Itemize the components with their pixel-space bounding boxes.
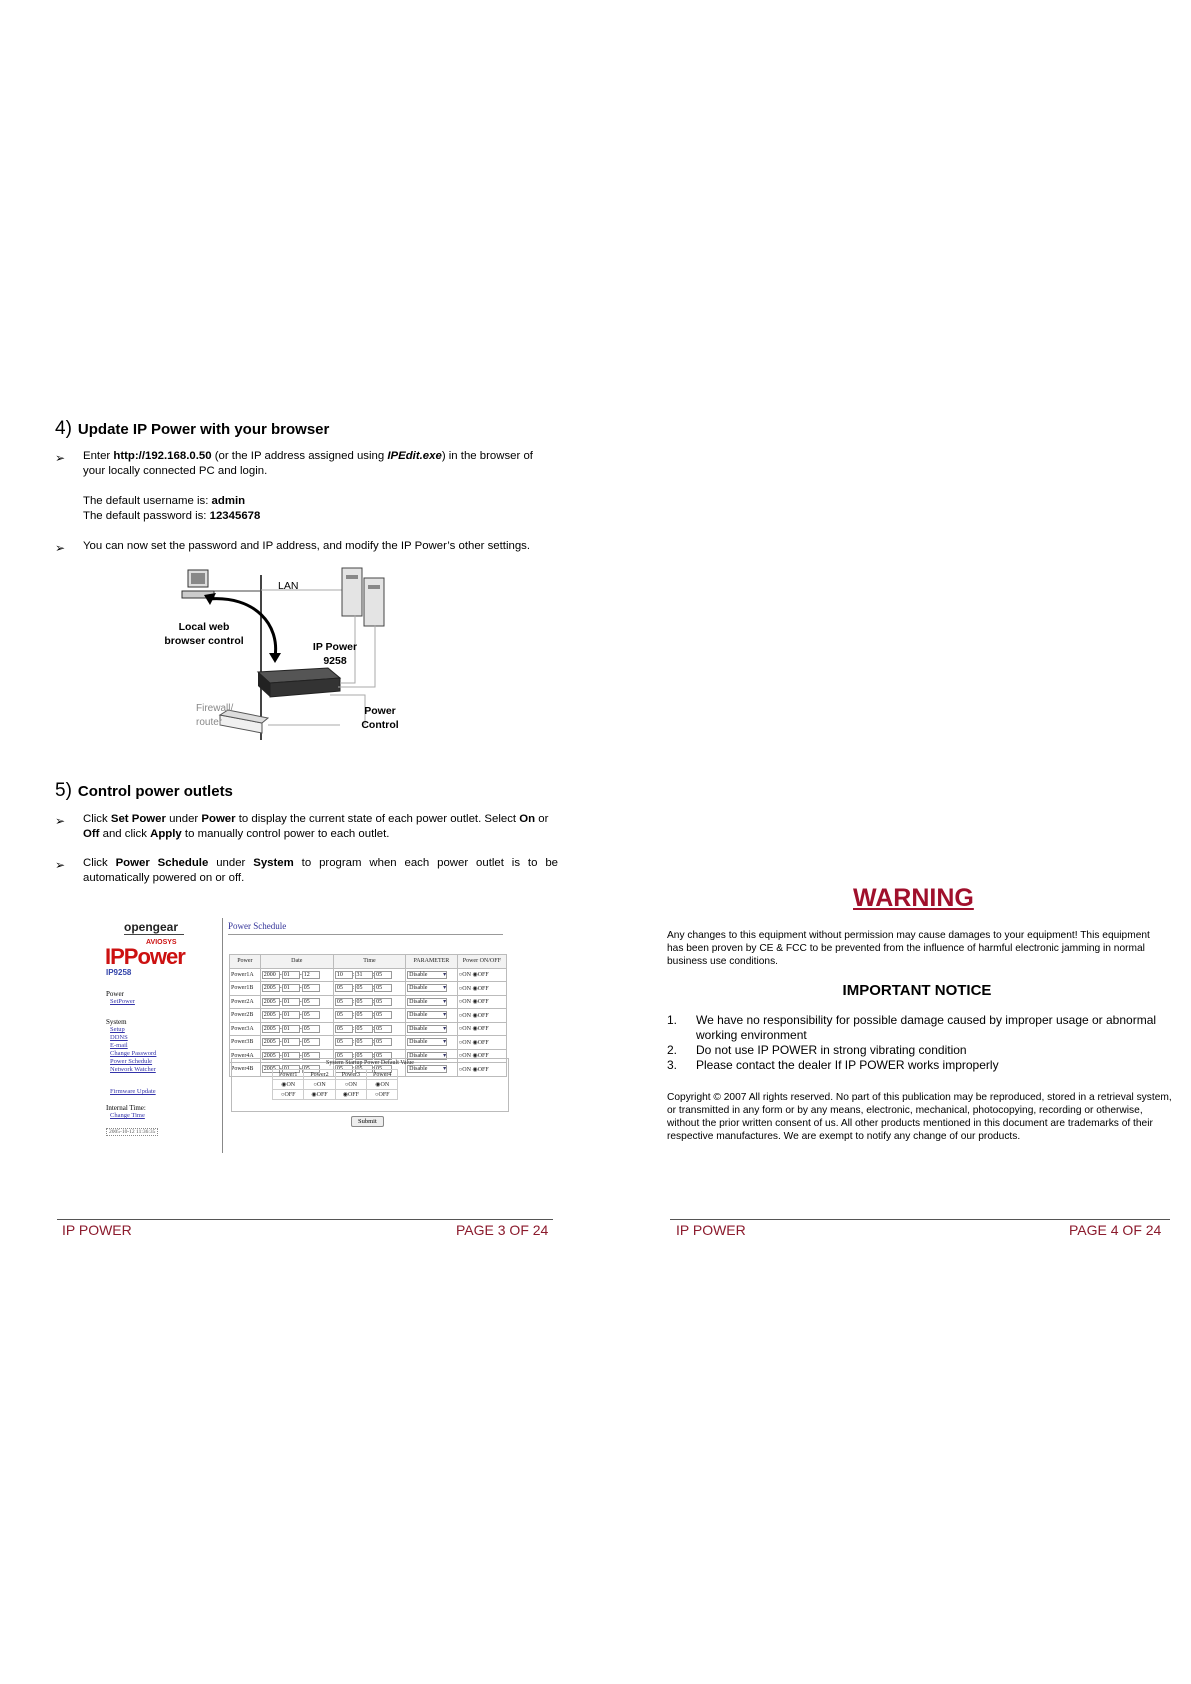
hour-input[interactable]: 05 [335,1065,353,1073]
row-time [333,995,405,1009]
radio-on[interactable]: ○ [458,985,463,992]
month-input[interactable]: 01 [282,984,300,992]
on-label: ON [462,985,471,992]
minute-input[interactable]: 05 [355,1052,373,1060]
schedule-row [230,995,507,1009]
startup-off-row [273,1090,398,1100]
month-input[interactable]: 01 [282,1025,300,1033]
model-label: IP9258 [106,968,132,977]
radio-on[interactable]: ○ [458,999,463,1006]
off-label: OFF [316,1092,328,1098]
row-onoff [457,995,506,1009]
parameter-select[interactable]: Disable ▾ [407,984,447,992]
text: under [208,857,254,869]
bold-text: Set Power [110,813,166,825]
year-input[interactable]: 2005 [262,1025,280,1033]
row-date: 2005 - 01 - 05 [260,1009,333,1023]
side-power-heading: Power [106,990,124,998]
parameter-select[interactable]: Disable ▾ [407,1011,447,1019]
off-label: OFF [378,1091,390,1098]
row-date: 2000 - 01 - 12 [260,968,333,982]
row-parameter [406,968,458,982]
startup-header-row [273,1070,398,1080]
label-line: IP Power [312,641,358,653]
parameter-select[interactable]: Disable ▾ [407,1052,447,1060]
bullet-arrow-icon: ➢ [55,541,66,555]
submit-button[interactable]: Submit [351,1116,384,1127]
url-text: http://192.168.0.50 [113,450,212,462]
startup-radio-on[interactable]: ○ON [304,1080,335,1090]
month-input[interactable]: 01 [282,1065,300,1073]
page-4 [595,0,1191,1684]
year-input[interactable]: 2005 [262,1011,280,1019]
schedule-row [230,1009,507,1023]
text: and click [99,828,151,840]
section-4-heading [55,418,329,440]
hour-input[interactable]: 05 [335,984,353,992]
radio-off[interactable]: ◉ [472,1066,478,1073]
bullet-settings: You can now set the password and IP address, and modify the IP Power’s other settings. [83,540,531,552]
hour-input[interactable]: 05 [335,1052,353,1060]
second-input[interactable]: 05 [374,1038,392,1046]
minute-input[interactable]: 05 [355,1025,373,1033]
opengear-logo: opengear [124,920,184,935]
radio-on[interactable]: ○ [458,1066,463,1073]
row-power-name: Power3A [230,1022,261,1036]
startup-col: Power4 [367,1070,398,1080]
on-label: ON [462,1039,471,1046]
power-control-label [350,704,410,732]
bold-text: Off [83,828,100,840]
radio-on[interactable]: ○ [458,1026,463,1033]
notice-text: Do not use IP POWER in strong vibrating condition [696,1043,967,1057]
label-line: router [196,717,223,728]
startup-radio-off[interactable]: ○OFF [367,1090,398,1100]
on-label: ON [462,1066,471,1073]
bullet-power-schedule [83,856,558,886]
row-time [333,982,405,996]
bullet-enter-url [83,449,558,479]
bold-text: System [253,857,294,869]
footer-divider [57,1219,553,1220]
side-link-firmware-update[interactable]: Firmware Update [110,1088,156,1095]
footer-divider [670,1219,1170,1220]
row-date: 2005 - 01 - 05 [260,982,333,996]
hour-input[interactable]: 05 [335,998,353,1006]
row-power-name: Power2A [230,995,261,1009]
section-5-heading [55,780,233,802]
on-label: ON [316,1081,326,1088]
side-system-heading: System [106,1018,127,1026]
row-parameter [406,1036,458,1050]
second-input[interactable]: 05 [374,1052,392,1060]
row-time [333,1036,405,1050]
notice-number: 2. [667,1043,678,1057]
month-input[interactable]: 01 [282,998,300,1006]
second-input[interactable]: 05 [374,1011,392,1019]
pc-icon [182,570,261,598]
local-control-label [154,620,254,648]
firewall-label [196,702,233,730]
radio-off[interactable]: ◉ [472,972,478,979]
minute-input[interactable]: 05 [355,1011,373,1019]
text: under [165,813,202,825]
section-5-title: Control power outlets [77,783,233,800]
username-value: admin [211,495,246,507]
footer-left-title: IP POWER [62,1222,132,1238]
section-4-number: 4) [55,418,72,439]
password-label: The default password is: [83,510,210,522]
side-link-ddns[interactable]: DDNS [110,1034,128,1041]
text: Click [83,813,111,825]
header-power: Power [230,955,261,969]
row-onoff [457,1022,506,1036]
startup-radio-off[interactable]: ○OFF [273,1090,304,1100]
label-line: 9258 [323,655,347,667]
text: to program when each power outlet is to be automatically powered on or off. [83,857,558,884]
schedule-row [230,1022,507,1036]
startup-radio-off[interactable]: ◉OFF [304,1090,335,1100]
parameter-select[interactable]: Disable ▾ [407,1038,447,1046]
on-label: ON [462,1026,471,1033]
side-clock: 2005-10-12 11:36:35 [106,1128,158,1136]
startup-radio-on[interactable]: ◉ON [367,1080,398,1090]
bold-text: On [519,813,536,825]
ip-power-label [300,640,370,668]
minute-input[interactable]: 05 [355,1065,373,1073]
section-4-title: Update IP Power with your browser [77,421,330,438]
row-time [333,1009,405,1023]
startup-title: System Startup Power Default Value [326,1060,414,1066]
bold-text: Power Schedule [115,857,209,869]
row-date: 2005 - 01 - 05 [260,995,333,1009]
row-date: 2005 - 01 - 05 [260,1036,333,1050]
row-power-name: Power1A [230,968,261,982]
off-label: OFF [347,1092,359,1098]
on-label: ON [462,1012,471,1019]
second-input[interactable]: 05 [374,984,392,992]
startup-col: Power3 [335,1070,366,1080]
day-input[interactable]: 05 [302,1038,320,1046]
parameter-select[interactable]: Disable ▾ [407,998,447,1006]
radio-on[interactable]: ○ [458,972,463,979]
notice-text: Please contact the dealer If IP POWER works improperly [696,1058,999,1072]
schedule-header-row [230,955,507,969]
power-schedule-screenshot [100,918,510,1153]
username-label: The default username is: [83,495,212,507]
footer-page-number: PAGE 4 OF 24 [1069,1222,1162,1238]
radio-off[interactable]: ◉ [472,1039,478,1046]
radio-on[interactable]: ○ [458,1012,463,1019]
header-time: Time [333,955,405,969]
bullet-arrow-icon: ➢ [55,451,66,465]
text: to display the current state of each power outlet. Select [235,813,520,825]
year-input[interactable]: 2005 [262,1052,280,1060]
day-input[interactable]: 05 [302,984,320,992]
lan-label: LAN [278,580,299,592]
text: (or the IP address assigned using [211,450,388,462]
on-label: ON [348,1081,357,1088]
network-diagram [160,565,420,745]
side-link-change-time[interactable]: Change Time [110,1112,145,1119]
hour-input[interactable]: 05 [335,1025,353,1033]
radio-off[interactable]: ◉ [472,1026,478,1033]
label-line: Power [364,705,396,717]
day-input[interactable]: 12 [302,971,320,979]
year-input[interactable]: 2005 [262,1065,280,1073]
label-line: Local web [178,621,230,633]
month-input[interactable]: 01 [282,1052,300,1060]
section-5-number: 5) [55,780,72,801]
default-credentials [83,494,558,524]
title-divider [228,934,503,935]
startup-col: Power2 [304,1070,335,1080]
hour-input[interactable]: 05 [335,1011,353,1019]
row-time [333,1022,405,1036]
startup-col: Power1 [273,1070,304,1080]
second-input[interactable]: 05 [374,1025,392,1033]
header-date: Date [260,955,333,969]
off-label: OFF [477,985,489,992]
row-onoff [457,982,506,996]
row-onoff [457,968,506,982]
text: or [535,813,549,825]
off-label: OFF [477,999,489,1006]
minute-input[interactable]: 05 [355,984,373,992]
label-line: Firewall/ [196,703,234,714]
side-link-power-schedule[interactable]: Power Schedule [110,1058,153,1065]
day-input[interactable]: 05 [302,1052,320,1060]
footer-left-title: IP POWER [676,1222,746,1238]
ippower-logo: IPPower [105,944,185,969]
side-link-setup[interactable]: Setup [110,1026,125,1033]
aviosys-text: AVIOSYS [146,939,177,946]
on-label: ON [462,972,471,979]
minute-input[interactable]: 05 [355,998,373,1006]
month-input[interactable]: 01 [282,1011,300,1019]
row-power-name: Power1B [230,982,261,996]
row-date: 2005 - 01 - 05 [260,1022,333,1036]
tool-name: IPEdit.exe [387,450,442,462]
day-input[interactable]: 05 [302,1025,320,1033]
schedule-row [230,982,507,996]
side-link-email[interactable]: E-mail [110,1042,128,1049]
day-input[interactable]: 05 [302,1065,320,1073]
parameter-select[interactable]: Disable ▾ [407,1065,447,1073]
text: Enter [83,450,114,462]
notice-number: 3. [667,1058,678,1072]
row-parameter [406,1022,458,1036]
year-input[interactable]: 2000 [262,971,280,979]
second-input[interactable]: 05 [374,1065,392,1073]
off-label: OFF [477,1053,489,1060]
side-link-setpower[interactable]: SetPower [110,998,135,1005]
row-parameter [406,995,458,1009]
second-input[interactable]: 05 [374,998,392,1006]
off-label: OFF [284,1091,296,1098]
label-line: browser control [164,635,244,647]
month-input[interactable]: 01 [282,971,300,979]
year-input[interactable]: 2005 [262,984,280,992]
side-internal-time: Internal Time: [106,1104,146,1112]
startup-table [272,1069,398,1100]
bold-text: Apply [150,828,182,840]
second-input[interactable]: 05 [374,971,392,979]
parameter-select[interactable]: Disable ▾ [407,1025,447,1033]
on-label: ON [380,1082,390,1088]
side-link-network-watcher[interactable]: Network Watcher [110,1066,156,1073]
text: to manually control power to each outlet. [181,828,390,840]
page-3 [0,0,595,1684]
notice-text: We have no responsibility for possible damage caused by improper usage or abnormal working environment [696,1013,1157,1042]
password-line [83,509,558,524]
server-icon [342,568,384,626]
bullet-set-power [83,812,558,842]
schedule-row [230,1036,507,1050]
row-power-name: Power2B [230,1009,261,1023]
startup-radio-off[interactable]: ◉OFF [335,1090,366,1100]
off-label: OFF [477,972,489,979]
hour-input[interactable]: 10 [335,971,353,979]
row-onoff [457,1009,506,1023]
radio-off[interactable]: ◉ [472,999,478,1006]
bullet-arrow-icon: ➢ [55,858,66,872]
hour-input[interactable]: 05 [335,1038,353,1046]
day-input[interactable]: 05 [302,998,320,1006]
row-power-name: Power3B [230,1036,261,1050]
radio-off[interactable]: ◉ [472,1012,478,1019]
schedule-row [230,968,507,982]
power-schedule-title: Power Schedule [228,921,287,931]
password-value: 12345678 [209,510,261,522]
arrow-head-icon [269,653,281,663]
on-label: ON [462,999,471,1006]
startup-radio-on[interactable]: ◉ON [273,1080,304,1090]
startup-radio-on[interactable]: ○ON [335,1080,366,1090]
month-input[interactable]: 01 [282,1038,300,1046]
on-label: ON [286,1082,296,1088]
radio-off[interactable]: ◉ [472,985,478,992]
copyright-text: Copyright © 2007 All rights reserved. No part of this publication may be reproduced, stored in a retrieval system, or transmitted in any form or by any means, electronic, mechanical, photocopying, recording or otherwise, without the prior written consent of us. All other products mentioned in this document are trademarks of their respective manufactures. We are exempt to notify any change of our products. [667,1092,1172,1142]
notice-heading: IMPORTANT NOTICE [842,982,992,999]
warning-heading: WARNING [853,884,974,912]
screenshot-main [222,918,511,1153]
radio-on[interactable]: ○ [458,1053,463,1060]
text: ) in the browser of your locally connected PC and login. [83,450,533,477]
row-parameter [406,1009,458,1023]
row-power-name: Power4A [230,1049,261,1063]
row-time [333,968,405,982]
row-power-name: Power4B [230,1063,261,1077]
on-label: ON [462,1053,471,1060]
notice-item [667,1013,1167,1043]
warning-text: Any changes to this equipment without permission may cause damages to your equipment! This equipment has been proven by CE & FCC to be prevented from the influence of harmful electronic jamming in normal business use conditions. [667,930,1150,967]
off-label: OFF [477,1012,489,1019]
footer-page-number: PAGE 3 OF 24 [456,1222,549,1238]
row-parameter [406,982,458,996]
day-input[interactable]: 05 [302,1011,320,1019]
bold-text: Power [201,813,236,825]
startup-default-box [231,1058,509,1112]
off-label: OFF [477,1026,489,1033]
startup-on-row [273,1080,398,1090]
header-onoff: Power ON/OFF [457,955,506,969]
side-link-change-password[interactable]: Change Password [110,1050,157,1057]
notice-number: 1. [667,1013,678,1027]
year-input[interactable]: 2005 [262,1038,280,1046]
row-onoff [457,1036,506,1050]
minute-input[interactable]: 05 [355,1038,373,1046]
parameter-select[interactable]: Disable ▾ [407,971,447,979]
off-label: OFF [477,1039,489,1046]
year-input[interactable]: 2005 [262,998,280,1006]
label-line: Control [361,719,399,731]
off-label: OFF [477,1066,489,1073]
radio-off[interactable]: ◉ [472,1053,478,1060]
screenshot-sidebar [100,918,220,1153]
radio-on[interactable]: ○ [458,1039,463,1046]
row-date: 2005 - 01 - 05 [260,1049,333,1063]
text: Click [83,857,116,869]
header-parameter: PARAMETER [406,955,458,969]
username-line [83,494,558,509]
bullet-arrow-icon: ➢ [55,814,66,828]
row-date: 2005 - 01 - 05 [260,1063,333,1077]
minute-input[interactable]: 31 [355,971,373,979]
ip-power-device-icon [258,668,340,697]
